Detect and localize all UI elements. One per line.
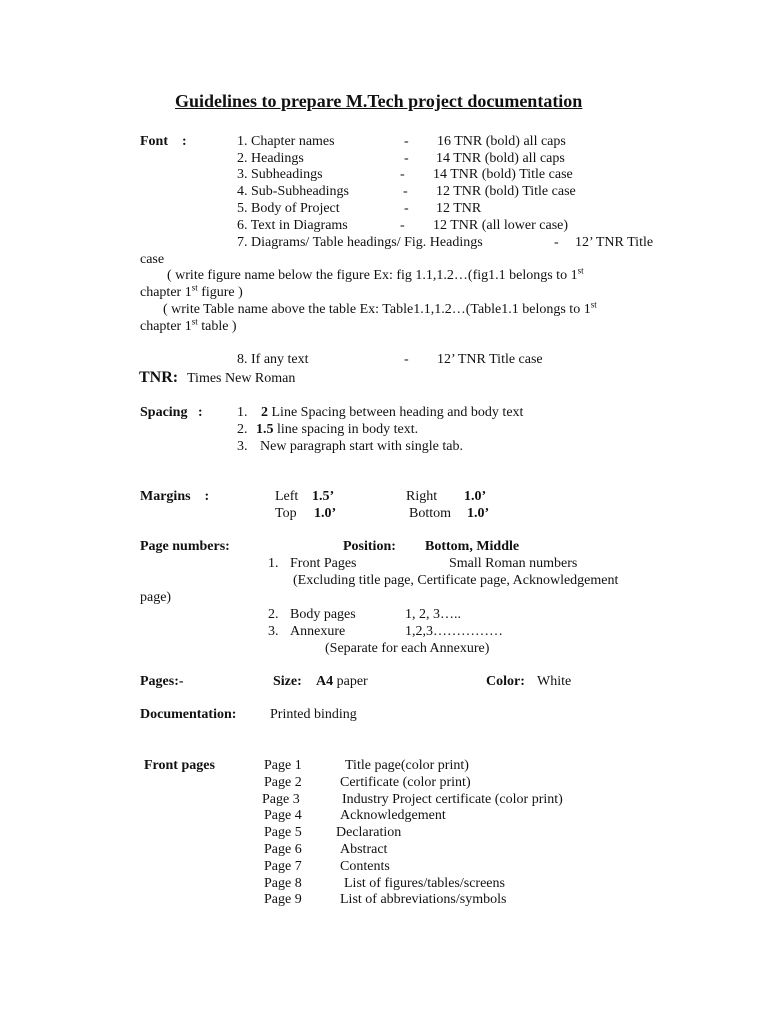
front-page-8-num: Page 8 <box>264 876 302 891</box>
table-note: ( write Table name above the table Ex: Table1.1,1.2…(Table1.1 belongs to 1st <box>163 299 597 317</box>
figure-note-wrap: chapter 1st figure ) <box>140 282 243 300</box>
spacing-item-3: New paragraph start with single tab. <box>260 439 463 454</box>
position-label: Position: <box>343 539 396 554</box>
pn-item-2-name: Body pages <box>290 607 356 622</box>
pn-item-3-value: 1,2,3…………… <box>405 624 503 639</box>
pn-item-1-value: Small Roman numbers <box>449 556 578 571</box>
spacing-item-2-num: 2. <box>237 422 248 437</box>
front-page-9-desc: List of abbreviations/symbols <box>340 892 507 907</box>
margin-bottom-label: Bottom <box>409 506 452 521</box>
pn-item-2-num: 2. <box>268 607 279 622</box>
front-page-6-desc: Abstract <box>340 842 388 857</box>
front-page-3-num: Page 3 <box>262 792 300 807</box>
spacing-item-1: 2 Line Spacing between heading and body text <box>261 405 524 420</box>
pn-item-1-wrap: page) <box>140 590 172 605</box>
pages-label: Pages:- <box>140 674 184 689</box>
spacing-label: Spacing : <box>140 405 203 420</box>
pn-item-1-name: Front Pages <box>290 556 357 571</box>
margin-left-label: Left <box>275 489 299 504</box>
front-pages-label: Front pages <box>144 758 215 773</box>
front-page-6-num: Page 6 <box>264 842 302 857</box>
font-item-1-name: 1. Chapter names <box>237 134 335 149</box>
font-item-1-dash: - <box>404 134 409 149</box>
tnr-text: Times New Roman <box>187 371 296 386</box>
front-page-2-desc: Certificate (color print) <box>340 775 471 790</box>
color-value: White <box>537 674 572 689</box>
spacing-item-2: 1.5 line spacing in body text. <box>256 422 419 437</box>
pn-item-3-note: (Separate for each Annexure) <box>325 641 490 656</box>
size-label: Size: <box>273 674 302 689</box>
font-item-8-dash: - <box>404 352 409 367</box>
font-item-2-dash: - <box>404 151 409 166</box>
pn-item-2-value: 1, 2, 3….. <box>405 607 461 622</box>
page-numbers-label: Page numbers: <box>140 539 230 554</box>
font-item-7-name: 7. Diagrams/ Table headings/ Fig. Headings <box>237 235 483 250</box>
font-item-8-value: 12’ TNR Title case <box>437 352 543 367</box>
front-page-5-num: Page 5 <box>264 825 302 840</box>
documentation-label: Documentation: <box>140 707 237 722</box>
margin-right-label: Right <box>406 489 438 504</box>
font-item-7-dash: - <box>554 235 559 250</box>
margin-bottom-value: 1.0’ <box>467 506 490 521</box>
front-page-1-num: Page 1 <box>264 758 302 773</box>
pn-item-1-note: (Excluding title page, Certificate page, Acknowledgement <box>293 573 619 588</box>
front-page-4-num: Page 4 <box>264 808 302 823</box>
font-item-1-value: 16 TNR (bold) all caps <box>437 134 566 149</box>
font-label: Font : <box>140 134 187 149</box>
figure-note: ( write figure name below the figure Ex: fig 1.1,1.2…(fig1.1 belongs to 1st <box>167 265 584 283</box>
margin-top-value: 1.0’ <box>314 506 337 521</box>
spacing-item-1-num: 1. <box>237 405 248 420</box>
pn-item-3-name: Annexure <box>290 624 346 639</box>
font-item-5-value: 12 TNR <box>436 201 482 216</box>
margin-left-value: 1.5’ <box>312 489 335 504</box>
font-item-5-dash: - <box>404 201 409 216</box>
front-page-1-desc: Title page(color print) <box>345 758 469 773</box>
margin-top-label: Top <box>275 506 297 521</box>
font-item-4-name: 4. Sub-Subheadings <box>237 184 349 199</box>
front-page-7-num: Page 7 <box>264 859 302 874</box>
font-item-4-dash: - <box>403 184 408 199</box>
tnr-label: TNR: <box>139 369 179 386</box>
pn-item-3-num: 3. <box>268 624 279 639</box>
documentation-value: Printed binding <box>270 707 357 722</box>
font-item-3-dash: - <box>400 167 405 182</box>
front-page-8-desc: List of figures/tables/screens <box>344 876 505 891</box>
font-item-6-dash: - <box>400 218 405 233</box>
font-item-7-wrap: case <box>140 252 165 267</box>
size-value: A4 paper <box>316 674 368 689</box>
font-item-4-value: 12 TNR (bold) Title case <box>436 184 576 199</box>
position-value: Bottom, Middle <box>425 539 520 554</box>
front-page-2-num: Page 2 <box>264 775 302 790</box>
font-item-3-name: 3. Subheadings <box>237 167 323 182</box>
color-label: Color: <box>486 674 525 689</box>
font-item-5-name: 5. Body of Project <box>237 201 340 216</box>
font-item-7-value: 12’ TNR Title <box>575 235 654 250</box>
font-item-3-value: 14 TNR (bold) Title case <box>433 167 573 182</box>
front-page-9-num: Page 9 <box>264 892 302 907</box>
font-item-6-value: 12 TNR (all lower case) <box>433 218 569 233</box>
front-page-3-desc: Industry Project certificate (color print) <box>342 792 563 807</box>
margins-label: Margins : <box>140 489 210 504</box>
pn-item-1-num: 1. <box>268 556 279 571</box>
front-page-5-desc: Declaration <box>336 825 402 840</box>
front-page-7-desc: Contents <box>340 859 390 874</box>
font-item-8-name: 8. If any text <box>237 352 309 367</box>
table-note-wrap: chapter 1st table ) <box>140 316 237 334</box>
spacing-item-3-num: 3. <box>237 439 248 454</box>
font-item-2-name: 2. Headings <box>237 151 304 166</box>
page-title: Guidelines to prepare M.Tech project documentation <box>175 91 583 111</box>
margin-right-value: 1.0’ <box>464 489 487 504</box>
font-item-6-name: 6. Text in Diagrams <box>237 218 348 233</box>
front-page-4-desc: Acknowledgement <box>340 808 446 823</box>
font-item-2-value: 14 TNR (bold) all caps <box>436 151 565 166</box>
